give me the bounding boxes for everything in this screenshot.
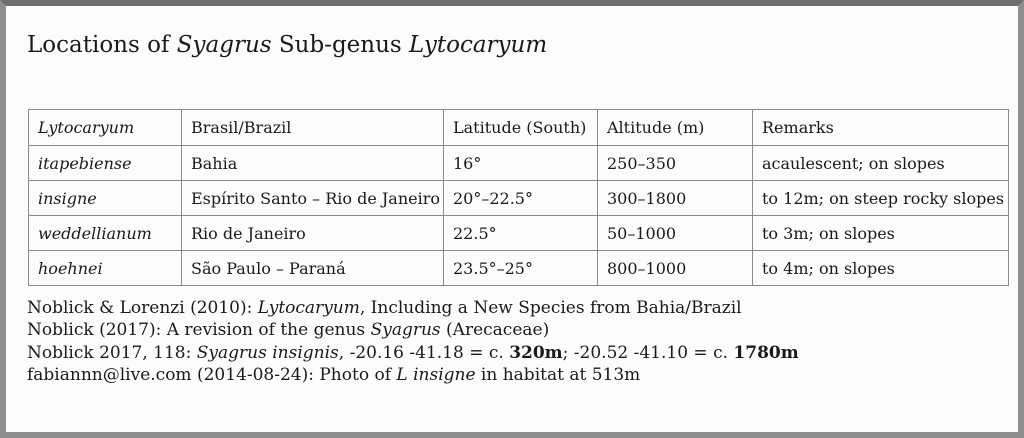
text-segment: in habitat at 513m: [475, 365, 641, 386]
text-segment: L insigne: [396, 365, 476, 386]
table-cell: 23.5°–25°: [444, 251, 598, 286]
text-segment: , Including a New Species from Bahia/Brazil: [359, 298, 742, 318]
text-segment: Noblick 2017, 118:: [27, 342, 197, 363]
text-segment: , -20.16 -41.18 = c.: [338, 342, 510, 363]
table-cell: insigne: [29, 181, 182, 216]
text-segment: Noblick & Lorenzi (2010):: [27, 298, 258, 318]
text-segment: Locations of: [27, 32, 177, 58]
text-segment: 1780m: [733, 342, 799, 363]
text-segment: Sub-genus: [271, 32, 410, 58]
text-segment: 320m: [509, 342, 563, 363]
table-cell: hoehnei: [29, 251, 182, 286]
text-segment: Syagrus insignis: [196, 342, 339, 363]
column-header: Lytocaryum: [29, 110, 182, 146]
table-cell: 16°: [444, 146, 598, 181]
text-segment: Lytocaryum: [257, 298, 360, 318]
table-cell: 800–1000: [598, 251, 753, 286]
table-cell: 50–1000: [598, 216, 753, 251]
table-cell: weddellianum: [29, 216, 182, 251]
text-segment: Syagrus: [370, 320, 441, 341]
footnote-line: [27, 364, 799, 386]
text-segment: (Arecaceae): [440, 320, 550, 341]
table-cell: to 3m; on slopes: [753, 216, 1009, 251]
table-cell: Bahia: [182, 146, 444, 181]
footnote-line: [27, 319, 799, 341]
table-cell: Rio de Janeiro: [182, 216, 444, 251]
table-header-row: [29, 110, 1009, 146]
text-segment: Lytocaryum: [409, 32, 548, 58]
table-row: [29, 146, 1009, 181]
footnote-line: [27, 297, 799, 319]
footnote-line: [27, 342, 799, 364]
text-segment: Syagrus: [176, 32, 272, 58]
text-segment: ; -20.52 -41.10 = c.: [562, 342, 734, 363]
table-cell: to 12m; on steep rocky slopes: [753, 181, 1009, 216]
column-header: Remarks: [753, 110, 1009, 146]
footnotes: [27, 297, 799, 387]
table-cell: 300–1800: [598, 181, 753, 216]
table-cell: to 4m; on slopes: [753, 251, 1009, 286]
table-cell: Espírito Santo – Rio de Janeiro: [182, 181, 444, 216]
table-header: [29, 110, 1009, 146]
column-header: Brasil/Brazil: [182, 110, 444, 146]
page-title: [27, 30, 547, 60]
column-header: Latitude (South): [444, 110, 598, 146]
text-segment: Noblick (2017): A revision of the genus: [27, 320, 371, 341]
table-cell: São Paulo – Paraná: [182, 251, 444, 286]
table-body: [29, 146, 1009, 286]
table-row: [29, 181, 1009, 216]
table-cell: 250–350: [598, 146, 753, 181]
column-header: Altitude (m): [598, 110, 753, 146]
locations-table: [28, 109, 1009, 286]
table-cell: 22.5°: [444, 216, 598, 251]
table-cell: acaulescent; on slopes: [753, 146, 1009, 181]
table-row: [29, 251, 1009, 286]
text-segment: fabiannn@live.com (2014-08-24): Photo of: [27, 365, 397, 386]
table-row: [29, 216, 1009, 251]
table-cell: 20°–22.5°: [444, 181, 598, 216]
table-cell: itapebiense: [29, 146, 182, 181]
